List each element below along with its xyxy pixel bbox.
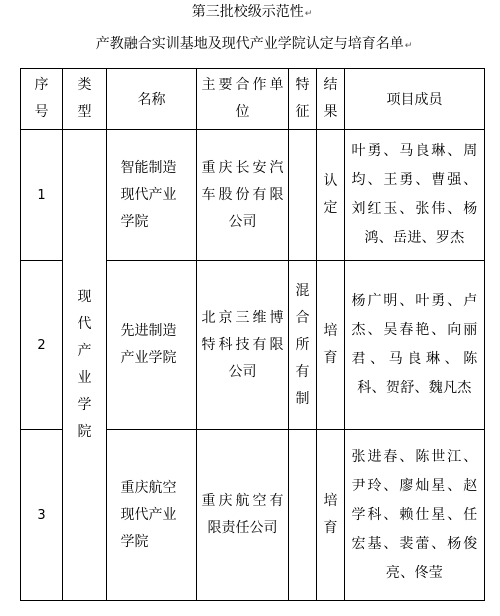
- title-line-2-text: 产教融合实训基地及现代产业学院认定与培育名单: [95, 36, 404, 52]
- row-feature: 混合所有制: [289, 261, 317, 430]
- document-title-line-2: [0, 35, 500, 55]
- row-feature: [289, 130, 317, 261]
- paragraph-mark-icon: ↵: [304, 9, 313, 19]
- row-partner: 重庆长安汽车股份有限公司: [197, 130, 289, 261]
- header-index: 序号: [21, 69, 63, 130]
- row-members: 叶勇、马良琳、周均、王勇、曹强、刘红玉、张伟、杨鸿、岳进、罗杰: [345, 130, 485, 261]
- title-line-1-text: 第三批校级示范性: [191, 4, 304, 20]
- row-index: 2: [21, 261, 63, 430]
- header-partner: 主要合作单位: [197, 69, 289, 130]
- row-members: 张进春、陈世江、尹玲、廖灿星、赵学科、赖仕星、任宏基、裴蕾、杨俊亮、佟莹: [345, 430, 485, 601]
- row-result: 培育: [317, 261, 345, 430]
- header-members: 项目成员: [345, 69, 485, 130]
- row-members: 杨广明、叶勇、卢杰、吴春艳、向丽君、马良琳、陈科、贺舒、魏凡杰: [345, 261, 485, 430]
- row-partner: 重庆航空有限责任公司: [197, 430, 289, 601]
- row-partner: 北京三维博特科技有限公司: [197, 261, 289, 430]
- paragraph-mark-icon: ↵: [404, 41, 413, 51]
- header-result: 结果: [317, 69, 345, 130]
- row-type: 现代产业学院: [63, 130, 107, 601]
- table-row: [21, 130, 485, 261]
- row-feature: [289, 430, 317, 601]
- table-header-row: [21, 69, 485, 130]
- document-title-line-1: [0, 3, 500, 23]
- roster-table: [20, 68, 485, 601]
- row-result: 认定: [317, 130, 345, 261]
- row-index: 1: [21, 130, 63, 261]
- header-feature: 特征: [289, 69, 317, 130]
- header-type: 类型: [63, 69, 107, 130]
- row-name: 重庆航空现代产业学院: [107, 430, 197, 601]
- row-result: 培育: [317, 430, 345, 601]
- header-name: 名称: [107, 69, 197, 130]
- row-name: 先进制造产业学院: [107, 261, 197, 430]
- row-index: 3: [21, 430, 63, 601]
- row-name: 智能制造现代产业学院: [107, 130, 197, 261]
